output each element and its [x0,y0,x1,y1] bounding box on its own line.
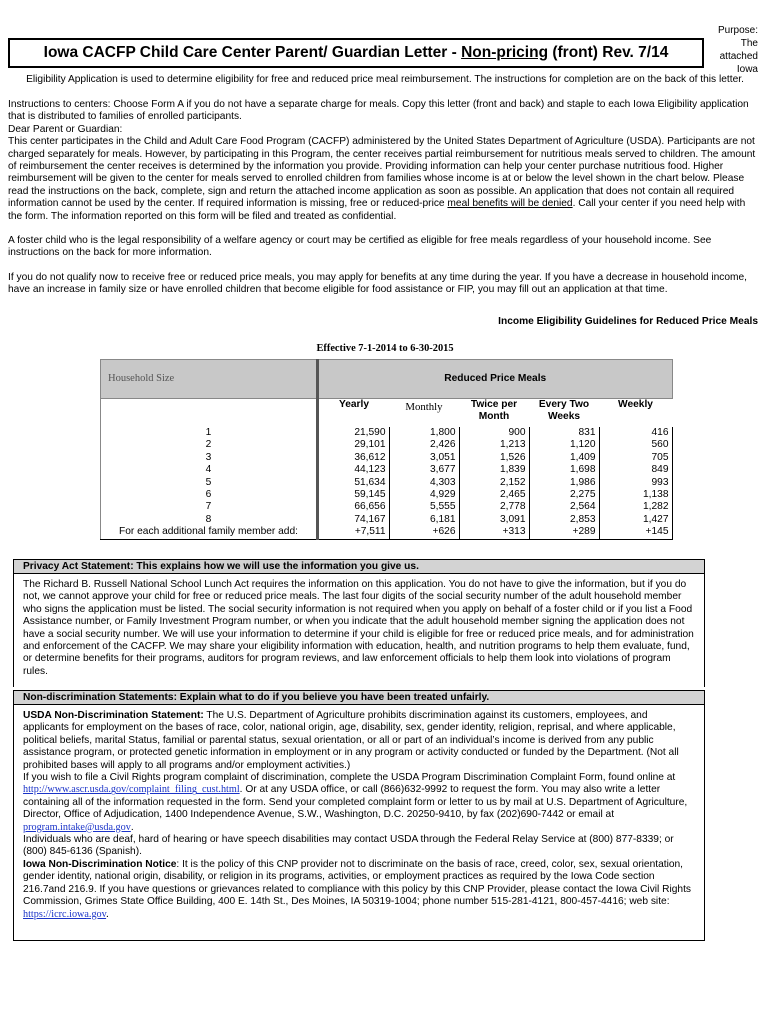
cell-monthly: +626 [389,526,459,539]
paragraph-foster: A foster child who is the legal responsibility of a welfare agency or court may be certified as eligible for free meals regardless of your household income. See instructions on the back for more information. [8,235,712,259]
row-household-size: 8 [101,514,318,526]
iowa-text: : It is the policy of this CNP provider not to discriminate on the basis of race, creed, color, sex, sexual orientation, gender identity, national origin, disability, or religion in its programs, activities, or employment practices as required by the Iowa Code section 216.7and 216.9. If you have questions or grievances related to compliance with this policy by this CNP Provider, please contact the Iowa Civil Rights Commission, Grimes State Office Building, 400 E. 14th St., Des Moines, IA 50319-1004; phone number 515-281-4121, 800-457-4416; web site: [23,858,692,908]
title-suffix: (front) Rev. 7/14 [548,44,669,61]
cell-weekly: 993 [599,477,672,489]
effective-dates: Effective 7-1-2014 to 6-30-2015 [316,343,454,354]
income-guidelines-table [100,359,673,540]
cell-every-two: 1,698 [529,464,599,476]
cell-twice: 1,526 [459,452,529,464]
table-row [101,427,673,439]
table-row [101,477,673,489]
page-title [8,38,704,68]
cell-twice: 2,778 [459,501,529,513]
col-every-line1: Every Two [538,399,590,410]
title-underlined: Non-pricing [461,44,549,61]
table-row [101,452,673,464]
col-yearly: Yearly [338,399,370,410]
cell-every-two: 1,409 [529,452,599,464]
purpose-continued: Eligibility Application is used to determine eligibility for free and reduced price meal reimbursement. The instructions for completion are on the back of this letter. [26,74,744,85]
col-every-line2: Weeks [547,411,581,423]
row-household-size: 3 [101,452,318,464]
cell-weekly: 849 [599,464,672,476]
nondiscrimination-section [13,705,705,941]
cell-every-two: +289 [529,526,599,539]
complaint-text-c: . [130,821,134,833]
col-every-two-weeks [529,399,599,428]
program-intake-email-link[interactable]: program.intake@usda.gov [23,821,131,833]
row-household-size: 5 [101,477,318,489]
cell-weekly: +145 [599,526,672,539]
purpose-line: Purpose: [717,25,758,36]
cell-every-two: 2,275 [529,489,599,501]
purpose-line: attached [719,51,758,62]
column-headers [101,399,673,428]
cell-monthly: 6,181 [389,514,459,526]
purpose-line: Iowa [736,64,758,75]
cell-weekly: 1,138 [599,489,672,501]
cell-yearly: 36,612 [318,452,390,464]
row-household-size: 1 [101,427,318,439]
table-row [101,514,673,526]
table-row [101,439,673,451]
row-household-size: 2 [101,439,318,451]
row-additional-member: For each additional family member add: [101,526,318,539]
cell-every-two: 2,853 [529,514,599,526]
header-blank [101,399,318,428]
cell-monthly: 3,677 [389,464,459,476]
para1-text-a: This center participates in the Child and Adult Care Food Program (CACFP) administered by the United States Department of Agriculture (USDA). Participants are not charged separately for meals. However, by participating in this Program, the center receives partial reimbursement for nutritious meals served to children. The amount of reimbursement the center receives is determined by the information you provide. Providing information can help your center purchase nutritious food. Higher reimbursement will be given to the center for meals served to enrolled children from families whose income is at or below the level shown in the chart below. Please read the instructions on the back, complete, sign and return the attached income application as soon as possible. An application that does not contain all required information cannot be used by the center. If required information is missing, free or reduced-price [8,136,756,210]
col-monthly: Monthly [405,401,443,413]
table-row-additional [101,526,673,539]
deaf-relay-paragraph: Individuals who are deaf, hard of hearing or have speech disabilities may contact USDA through the Federal Relay Service at (800) 877-8339; or (800) 845-6136 (Spanish). [23,834,674,858]
cell-twice: +313 [459,526,529,539]
title-prefix: Iowa CACFP Child Care Center Parent/ Guardian Letter - [43,44,462,61]
col-twice-per-month [459,399,529,428]
cell-weekly: 1,282 [599,501,672,513]
letter-body [8,99,760,297]
iowa-end: . [106,908,109,920]
cell-yearly: 21,590 [318,427,390,439]
cell-weekly: 560 [599,439,672,451]
table-row [101,464,673,476]
row-household-size: 4 [101,464,318,476]
complaint-form-link[interactable]: http://www.ascr.usda.gov/complaint_filing_cust.html [23,784,240,796]
cell-yearly: 44,123 [318,464,390,476]
cell-monthly: 1,800 [389,427,459,439]
cell-monthly: 5,555 [389,501,459,513]
cell-every-two: 1,986 [529,477,599,489]
cell-yearly: 74,167 [318,514,390,526]
cell-every-two: 2,564 [529,501,599,513]
col-twice-line2: Month [478,411,510,423]
cell-monthly: 4,303 [389,477,459,489]
icrc-website-link[interactable]: https://icrc.iowa.gov [23,908,107,920]
privacy-text: The Richard B. Russell National School Lunch Act requires the information on this application. You do not have to give the information, but if you do not, we cannot approve your child for free or reduced price meals. The last four digits of the social security number of the adult household member who signs the application must be listed. The social security information is not required when you apply on behalf of a foster child or if you list a Food Assistance number, or Family Investment Program number, or when you indicate that the adult household member signing the application does not have a social security number. We will use your information to determine if your child is eligible for free or reduced price meals, and for administration and enforcement of the CACFP. We may share your eligibility information with education, health, and nutrition programs to help them evaluate, fund, or determine benefits for their programs, auditors for program reviews, and law enforcement officials to help them look into violations of program rules. [23,579,694,677]
instructions: Instructions to centers: Choose Form A if you do not have a separate charge for meals. Copy this letter (front and back) and staple to each Iowa Eligibility application that is distributed to families of enrolled participants. [8,99,749,123]
cell-twice: 1,213 [459,439,529,451]
row-household-size: 7 [101,501,318,513]
cell-twice: 2,152 [459,477,529,489]
table-row [101,501,673,513]
cell-twice: 900 [459,427,529,439]
table-row [101,489,673,501]
paragraph-apply-later: If you do not qualify now to receive free or reduced price meals, you may apply for benefits at any time during the year. If you have a decrease in household income, have an increase in family size or have enrolled children that become eligible for food assistance or FIP, you may fill out an application at that time. [8,271,748,296]
cell-weekly: 705 [599,452,672,464]
cell-monthly: 3,051 [389,452,459,464]
col-weekly: Weekly [618,399,653,410]
usda-label: USDA Non-Discrimination Statement: [23,710,204,721]
cell-every-two: 831 [529,427,599,439]
cell-yearly: +7,511 [318,526,390,539]
cell-weekly: 416 [599,427,672,439]
guidelines-heading: Income Eligibility Guidelines for Reduced Price Meals [498,316,758,327]
complaint-text-b: . Or at any USDA office, or call (866)632-9992 to request the form. You may also write a letter containing all of the information requested in the form. Send your completed complaint form or letter to us by mail at U.S. Department of Agriculture, Director, Office of Adjudication, 1400 Independence Avenue, S.W., Washington, D.C. 20250-9410, by fax (202)690-7442 or email at [23,784,688,821]
nondiscrimination-heading: Non-discrimination Statements: Explain what to do if you believe you have been treated unfairly. [13,690,705,705]
cell-every-two: 1,120 [529,439,599,451]
usda-statement [23,710,696,772]
salutation: Dear Parent or Guardian: [8,123,123,135]
cell-yearly: 29,101 [318,439,390,451]
cell-twice: 2,465 [459,489,529,501]
complaint-text-a: If you wish to file a Civil Rights program complaint of discrimination, complete the USDA Program Discrimination Complaint Form, found online at [23,772,676,784]
cell-monthly: 4,929 [389,489,459,501]
para1-text-b: . Call your center if you need help with the form. The information reported on this form will be filed and treated as confidential. [8,198,746,222]
cell-yearly: 51,634 [318,477,390,489]
household-size-header: Household Size [101,360,318,399]
paragraph-participation [8,136,760,223]
reduced-price-header: Reduced Price Meals [318,360,673,399]
purpose-line: The [740,38,758,49]
cell-yearly: 59,145 [318,489,390,501]
privacy-heading: Privacy Act Statement: This explains how we will use the information you give us. [13,559,705,574]
cell-twice: 3,091 [459,514,529,526]
complaint-paragraph [23,772,696,834]
cell-weekly: 1,427 [599,514,672,526]
row-household-size: 6 [101,489,318,501]
cell-yearly: 66,656 [318,501,390,513]
cell-monthly: 2,426 [389,439,459,451]
iowa-notice [23,859,696,921]
purpose-side-note [702,24,758,76]
privacy-section [13,574,705,687]
para1-underlined: meal benefits will be denied [447,198,573,210]
iowa-label: Iowa Non-Discrimination Notice [23,858,177,870]
usda-text: The U.S. Department of Agriculture prohibits discrimination against its customers, employees, and applicants for employment on the bases of race, color, national origin, age, disability, sex, gender identity, religion, reprisal, and where applicable, political beliefs, marital Status, familial or parental status, sexual orientation, or all or part of an individual’s income is derived from any public assistance program, or protected genetic information in employment or in any program or activity conducted or funded by the Department. (Not all prohibited bases will apply to all programs and/or employment activities.) [23,710,679,771]
cell-twice: 1,839 [459,464,529,476]
col-twice-line1: Twice per [470,399,518,410]
